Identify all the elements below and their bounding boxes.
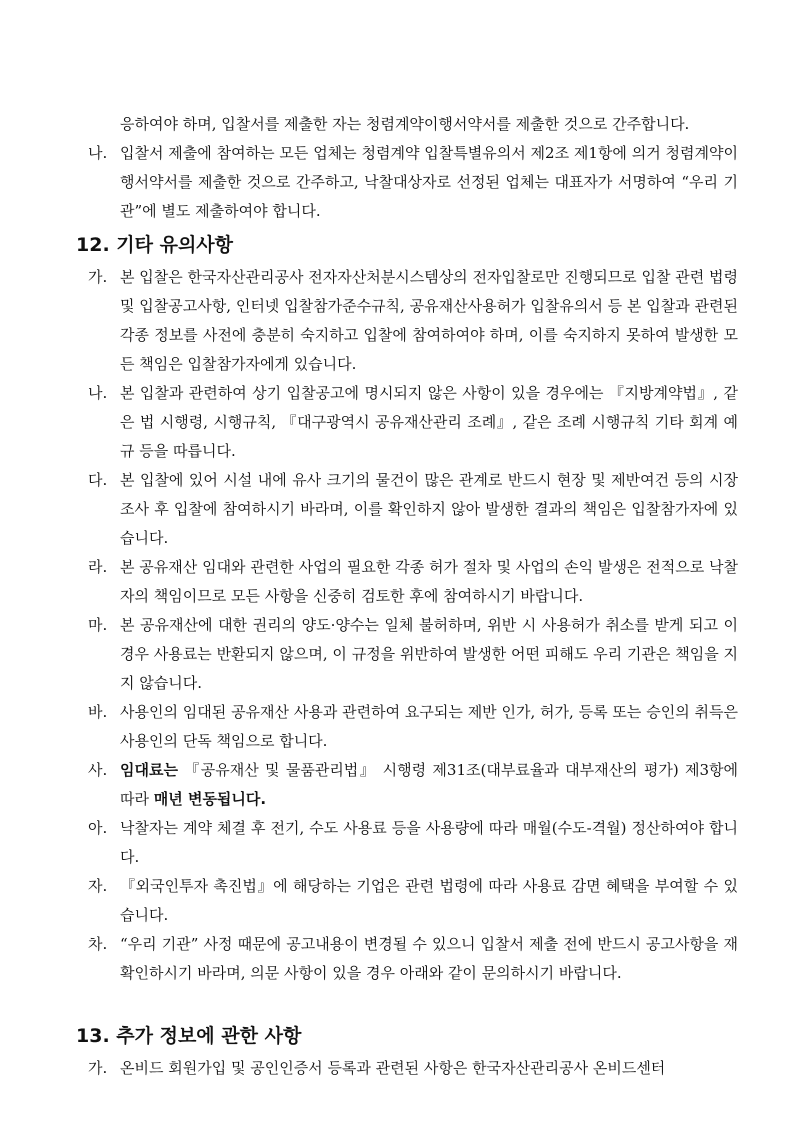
item-text: 『외국인투자 촉진법』에 해당하는 기업은 관련 법령에 따라 사용료 감면 혜택을 부여할 수 있습니다. [120, 877, 738, 924]
item-text: 본 공유재산 임대와 관련한 사업의 필요한 각종 허가 절차 및 사업의 손익 발생은 전적으로 낙찰자의 책임이므로 모든 사항을 신중히 검토한 후에 참여하시기 바랍니다. [120, 558, 738, 605]
item-text: 입찰서 제출에 참여하는 모든 업체는 청렴계약 입찰특별유의서 제2조 제1항에 의거 청렴계약이행서약서를 제출한 것으로 간주하고, 낙찰대상자로 선정된 업체는 대표자가 서명하여 “우리 기관”에 별도 제출하여야 합니다. [120, 144, 738, 220]
continuation-text: 응하여야 하며, 입찰서를 제출한 자는 청렴계약이행서약서를 제출한 것으로 간주합니다. [120, 115, 690, 133]
item-marker: 자. [88, 877, 108, 895]
item-text: 본 입찰에 있어 시설 내에 유사 크기의 물건이 많은 관계로 반드시 현장 및 제반여건 등의 시장조사 후 입찰에 참여하시기 바라며, 이를 확인하지 않아 발생한 결과의 책임은 입찰참가자에 있습니다. [120, 471, 738, 547]
list-item [88, 756, 738, 814]
rent-clause: 『공유재산 및 물품관리법』 시행령 제31조(대부료율과 대부재산의 평가) 제3항에 따라 [120, 761, 738, 808]
item-marker: 차. [88, 935, 108, 953]
item-marker: 가. [88, 1059, 108, 1077]
item-marker: 라. [88, 558, 108, 576]
list-item [88, 872, 738, 930]
bold-rent: 임대료는 [120, 761, 178, 779]
item-text [120, 756, 738, 814]
list-item [88, 379, 738, 466]
item-marker: 바. [88, 703, 108, 721]
item-marker: 가. [88, 268, 108, 286]
item-text: 사용인의 임대된 공유재산 사용과 관련하여 요구되는 제반 인가, 허가, 등록 또는 승인의 취득은 사용인의 단독 책임으로 합니다. [120, 703, 738, 750]
list-item [88, 553, 738, 611]
item-text: “우리 기관” 사정 때문에 공고내용이 변경될 수 있으니 입찰서 제출 전에 반드시 공고사항을 재확인하시기 바라며, 의문 사항이 있을 경우 아래와 같이 문의하시기 바랍니다. [120, 935, 738, 982]
item-text: 본 입찰은 한국자산관리공사 전자자산처분시스템상의 전자입찰로만 진행되므로 입찰 관련 법령 및 입찰공고사항, 인터넷 입찰참가준수규칙, 공유재산사용허가 입찰유의서 등 본 입찰과 관련된 각종 정보를 사전에 충분히 숙지하고 입찰에 참여하여야 하며, 이를 숙지하지 못하여 발생한 모든 책임은 입찰참가자에게 있습니다. [120, 268, 738, 373]
list-item [88, 611, 738, 698]
list-item [88, 139, 738, 226]
item-marker: 다. [88, 471, 108, 489]
list-item [88, 263, 738, 379]
list-item [88, 814, 738, 872]
item-marker: 나. [88, 384, 108, 402]
list-item [88, 466, 738, 553]
list-item [88, 1054, 738, 1083]
item-text: 본 입찰과 관련하여 상기 입찰공고에 명시되지 않은 사항이 있을 경우에는 『지방계약법』, 같은 법 시행령, 시행규칙, 『대구광역시 공유재산관리 조례』, 같은 조례 시행규칙 기타 회계 예규 등을 따릅니다. [120, 384, 738, 460]
section-heading-12: 12. 기타 유의사항 [76, 234, 234, 256]
item-text: 낙찰자는 계약 체결 후 전기, 수도 사용료 등을 사용량에 따라 매월(수도-격월) 정산하여야 합니다. [120, 819, 738, 866]
item-marker: 아. [88, 819, 108, 837]
section-heading-13: 13. 추가 정보에 관한 사항 [76, 1025, 302, 1047]
item-marker: 마. [88, 616, 108, 634]
list-item [88, 698, 738, 756]
item-marker: 나. [88, 144, 108, 162]
item-text: 온비드 회원가입 및 공인인증서 등록과 관련된 사항은 한국자산관리공사 온비드센터 [120, 1059, 666, 1077]
bold-annual-change: 매년 변동됩니다. [153, 790, 267, 808]
item-text: 본 공유재산에 대한 권리의 양도·양수는 일체 불허하며, 위반 시 사용허가 취소를 받게 되고 이 경우 사용료는 반환되지 않으며, 이 규정을 위반하여 발생한 어떤 피해도 우리 기관은 책임을 지지 않습니다. [120, 616, 738, 692]
list-item [88, 930, 738, 988]
item-marker: 사. [88, 761, 108, 779]
